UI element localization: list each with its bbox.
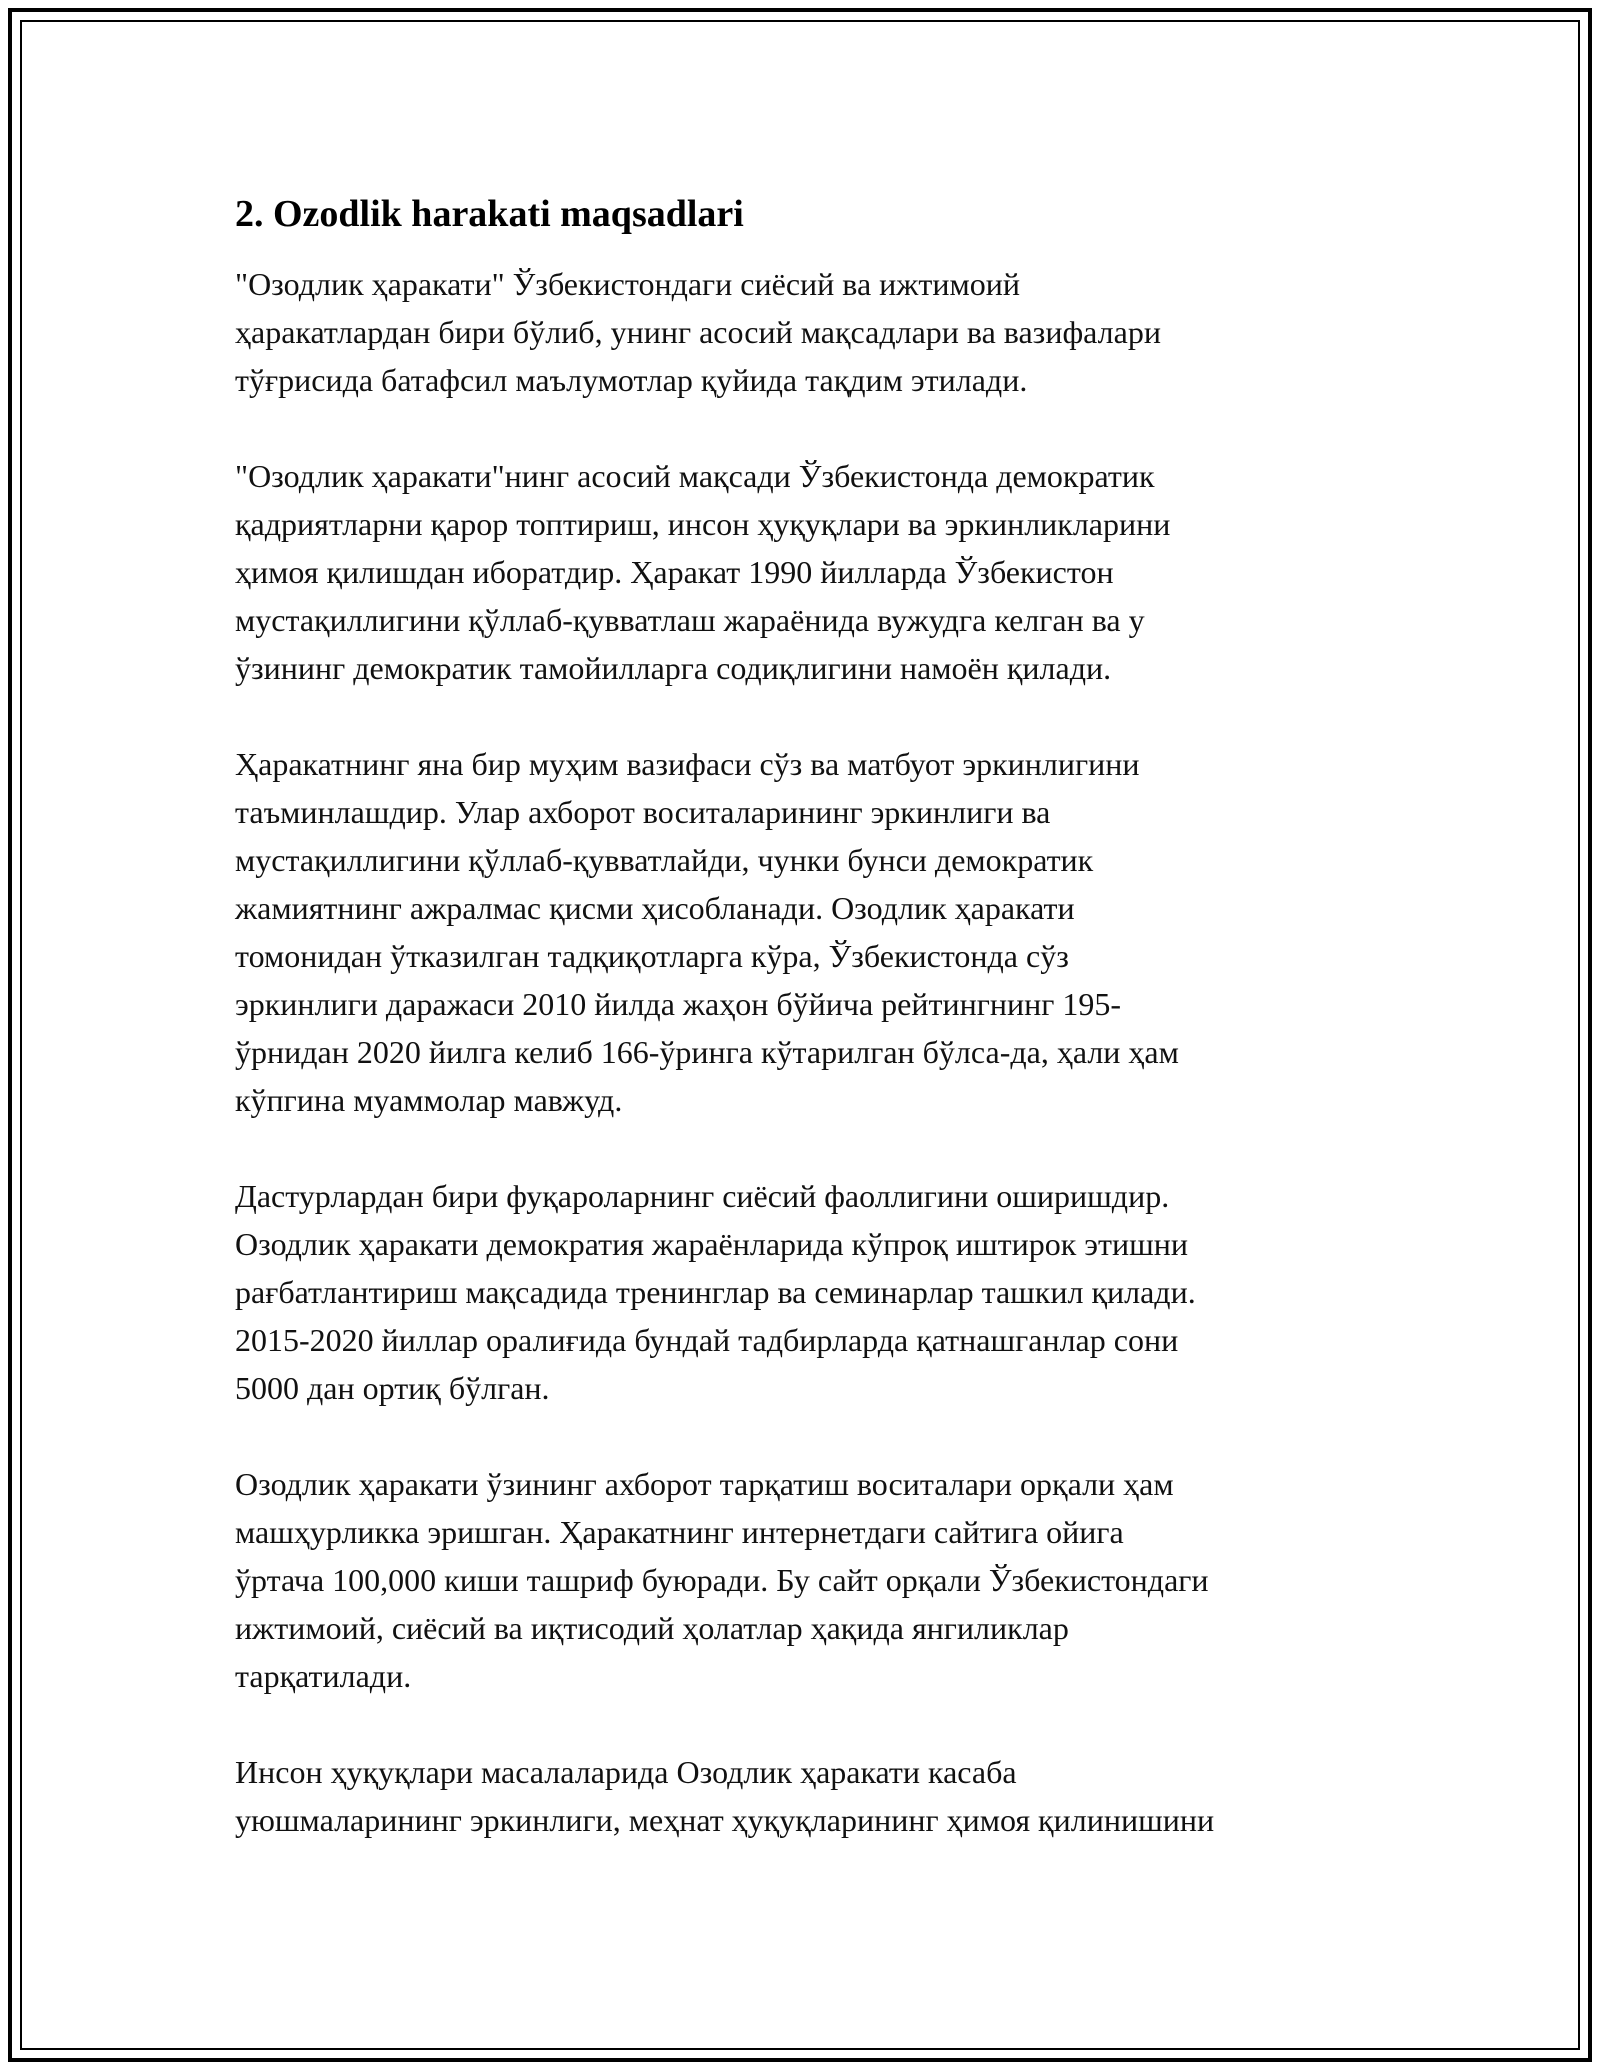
text-line: эркинлиги даражаси 2010 йилда жаҳон бўйича рейтингнинг 195- [235, 986, 1122, 1022]
text-line: жамиятнинг ажралмас қисми ҳисобланади. Озодлик ҳаракати [235, 890, 1075, 926]
text-line: "Озодлик ҳаракати"нинг асосий мақсади Ўзбекистонда демократик [235, 458, 1155, 494]
text-line: мустақиллигини қўллаб-қувватлайди, чунки бунси демократик [235, 842, 1094, 878]
text-line: ўзининг демократик тамойилларга содиқлигини намоён қилади. [235, 650, 1112, 686]
text-line: ижтимоий, сиёсий ва иқтисодий ҳолатлар ҳақида янгиликлар [235, 1610, 1069, 1646]
text-line: 2015-2020 йиллар оралиғида бундай тадбирларда қатнашганлар сони [235, 1322, 1179, 1358]
text-line: қадриятларни қарор топтириш, инсон ҳуқуқлари ва эркинликларини [235, 506, 1171, 542]
text-line: Ҳаракатнинг яна бир муҳим вазифаси сўз ва матбуот эркинлигини [235, 746, 1140, 782]
text-line: 5000 дан ортиқ бўлган. [235, 1370, 550, 1406]
paragraph-intro [235, 260, 1395, 404]
text-line: мустақиллигини қўллаб-қувватлаш жараёнида вужудга келган ва у [235, 602, 1145, 638]
text-line: ҳаракатлардан бири бўлиб, унинг асосий мақсадлари ва вазифалари [235, 314, 1161, 350]
text-line: ўрнидан 2020 йилга келиб 166-ўринга кўтарилган бўлса-да, ҳали ҳам [235, 1034, 1179, 1070]
text-line: тўғрисида батафсил маълумотлар қуйида тақдим этилади. [235, 362, 1028, 398]
text-line: таъминлашдир. Улар ахборот воситаларининг эркинлиги ва [235, 794, 1051, 830]
text-line: "Озодлик ҳаракати" Ўзбекистондаги сиёсий ва ижтимоий [235, 266, 1021, 302]
text-line: машҳурликка эришган. Ҳаракатнинг интернетдаги сайтига ойига [235, 1514, 1124, 1550]
text-line: ҳимоя қилишдан иборатдир. Ҳаракат 1990 йилларда Ўзбекистон [235, 554, 1114, 590]
text-line: Озодлик ҳаракати ўзининг ахборот тарқатиш воситалари орқали ҳам [235, 1466, 1174, 1502]
text-line: кўпгина муаммолар мавжуд. [235, 1082, 623, 1118]
paragraph-press-freedom [235, 740, 1395, 1124]
text-line: уюшмаларининг эркинлиги, меҳнат ҳуқуқларининг ҳимоя қилинишини [235, 1802, 1215, 1838]
text-line: Инсон ҳуқуқлари масалаларида Озодлик ҳаракати касаба [235, 1754, 1017, 1790]
paragraph-civic-activity [235, 1172, 1395, 1412]
text-line: томонидан ўтказилган тадқиқотларга кўра, Ўзбекистонда сўз [235, 938, 1069, 974]
document-body [235, 190, 1395, 1892]
text-line: ўртача 100,000 киши ташриф буюради. Бу сайт орқали Ўзбекистондаги [235, 1562, 1209, 1598]
section-heading: 2. Ozodlik harakati maqsadlari [235, 193, 744, 235]
paragraph-media-reach [235, 1460, 1395, 1700]
paragraph-main-goal [235, 452, 1395, 692]
paragraph-human-rights [235, 1748, 1395, 1844]
text-line: тарқатилади. [235, 1658, 412, 1694]
text-line: рағбатлантириш мақсадида тренинглар ва семинарлар ташкил қилади. [235, 1274, 1196, 1310]
text-line: Озодлик ҳаракати демократия жараёнларида кўпроқ иштирок этишни [235, 1226, 1188, 1262]
text-line: Дастурлардан бири фуқароларнинг сиёсий фаоллигини оширишдир. [235, 1178, 1170, 1214]
